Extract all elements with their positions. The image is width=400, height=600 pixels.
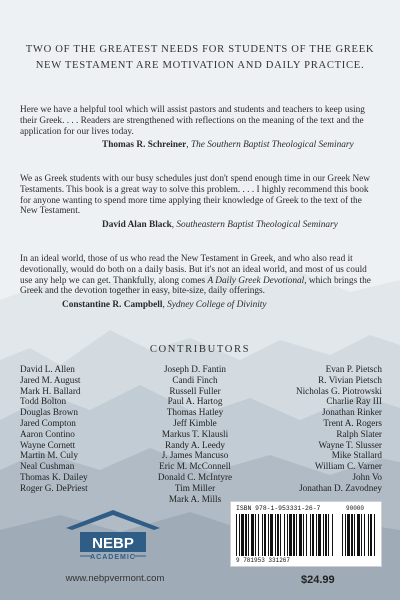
headline: TWO OF THE GREATEST NEEDS FOR STUDENTS OF THE GREEK NEW TESTAMENT ARE MOTIVATION AND DAILY PRACTICE. — [25, 44, 375, 71]
barcode-bar — [277, 514, 279, 556]
barcode-digits: 9 781953 331267 — [236, 557, 291, 564]
endorsement-attribution: Thomas R. Schreiner, The Southern Baptist Theological Seminary — [102, 140, 354, 151]
barcode — [230, 501, 382, 567]
contributor-name: Aaron Contino — [20, 428, 75, 439]
contributor-name: Eric M. McConnell — [159, 461, 231, 472]
barcode-bar — [345, 514, 346, 556]
contributor-name: Evan P. Pietsch — [325, 364, 382, 374]
contributor-name: Thomas Hatley — [166, 407, 224, 418]
contributor-name: Neal Cushman — [20, 461, 75, 472]
endorsement-campbell — [20, 254, 380, 311]
barcode-bar — [306, 514, 307, 556]
barcode-bar — [268, 514, 269, 556]
contributor-name: Ralph Slater — [336, 428, 382, 439]
contributor-name: Todd Bolton — [20, 396, 67, 407]
endorser-affiliation: The Southern Baptist Theological Seminary — [190, 140, 354, 151]
barcode-bar — [357, 514, 360, 556]
contributor-name: Martin M. Culy — [20, 450, 78, 461]
contributors-column-1 — [20, 364, 88, 494]
endorsement-text-after: , which brings the Greek and the devotion together in easy, bite-size, daily offerings. — [20, 275, 371, 297]
barcode-bar — [293, 514, 295, 556]
barcode-bar — [255, 514, 256, 556]
contributor-name: Tim Miller — [174, 482, 216, 493]
barcode-bar — [303, 514, 304, 556]
barcode-bar — [262, 514, 263, 556]
barcode-bar — [347, 514, 350, 556]
contributor-name: Nicholas G. Piotrowski — [295, 385, 382, 396]
barcode-bar — [323, 514, 324, 556]
contributor-name: Douglas Brown — [20, 407, 78, 418]
endorsement-schreiner — [20, 105, 380, 151]
barcode-bar — [264, 514, 266, 556]
barcode-bar — [368, 514, 369, 556]
endorser-name: David Alan Black — [102, 220, 172, 231]
endorsement-text: Here we have a helpful tool which will assist pastors and students and teachers to keep using their Greek. . . . Readers are strengthened with reflections on the meaning of the text and the application for our lives today. — [20, 105, 365, 137]
barcode-bar — [342, 514, 343, 556]
contributor-name: John Vo — [352, 471, 382, 482]
barcode-bar — [361, 514, 362, 556]
nebp-logo — [58, 506, 168, 568]
barcode-bar — [325, 514, 327, 556]
contributor-name: J. James Mancuso — [161, 450, 229, 461]
contributor-name: Jonathan Rinker — [322, 407, 382, 418]
contributor-name: Jared M. August — [20, 374, 81, 385]
contributor-name: Mike Stallard — [331, 450, 382, 461]
contributor-name: Wayne Cornett — [20, 439, 76, 450]
contributor-name: William C. Varner — [314, 461, 382, 472]
endorser-name: Constantine R. Campbell — [62, 300, 163, 311]
contributor-name: Mark A. Mills — [168, 493, 222, 504]
barcode-bar — [287, 514, 288, 556]
contributor-name: Charlie Ray III — [326, 396, 382, 407]
barcode-bar — [296, 514, 297, 556]
contributor-name: Donald C. McIntyre — [157, 471, 233, 482]
contributor-name: Randy A. Leedy — [165, 439, 225, 450]
barcode-bar — [284, 514, 285, 556]
contributor-name: Jared Compton — [20, 417, 76, 428]
contributor-name: Thomas K. Dailey — [20, 471, 88, 482]
barcode-bar — [370, 514, 372, 556]
barcode-bar — [299, 514, 302, 556]
contributor-name: Joseph D. Fantin — [163, 364, 226, 374]
barcode-bar — [289, 514, 292, 556]
contributor-name: Mark H. Ballard — [20, 385, 81, 396]
barcode-bar — [245, 514, 247, 556]
book-title: A Daily Greek Devotional — [207, 275, 305, 286]
barcode-bar — [248, 514, 249, 556]
contributors-column-3 — [248, 364, 382, 494]
contributor-name: Roger G. DePriest — [20, 482, 88, 493]
barcode-addon: 90000 — [346, 505, 365, 512]
barcode-bar — [351, 514, 353, 556]
barcode-bar — [275, 514, 276, 556]
barcode-bar — [364, 514, 365, 556]
barcode-bar — [239, 514, 240, 556]
barcode-bar — [236, 514, 237, 556]
contributor-name: Wayne T. Slusser — [318, 439, 382, 450]
barcode-bars — [236, 514, 376, 556]
barcode-bar — [312, 514, 314, 556]
barcode-bar — [280, 514, 281, 556]
contributor-name: Jonathan D. Zavodney — [299, 482, 382, 493]
endorsement-attribution: Constantine R. Campbell, Sydney College of Divinity — [62, 300, 267, 311]
logo-letters: NEBP — [92, 535, 134, 552]
contributor-name: Paul A. Hartog — [167, 396, 223, 407]
isbn-label: ISBN 978-1-953331-26-7 — [236, 505, 321, 512]
contributor-name: David L. Allen — [20, 364, 75, 374]
endorser-affiliation: Southeastern Baptist Theological Seminary — [176, 220, 338, 231]
barcode-bar — [354, 514, 355, 556]
endorser-affiliation: Sydney College of Divinity — [167, 300, 267, 311]
contributors-column-2 — [132, 364, 258, 504]
contributor-name: R. Vivian Pietsch — [318, 374, 382, 385]
endorsement-attribution: David Alan Black, Southeastern Baptist Theological Seminary — [102, 220, 338, 231]
barcode-bar — [310, 514, 311, 556]
endorsement-black — [20, 174, 380, 231]
endorsement-text: We as Greek students with our busy schedules just don't spend enough time in our Greek New Testaments. This book is a great way to solve this problem. . . . I highly recommend this book for anyone wanting to spend more time applying their knowledge of Greek to the text of the New Testament. — [20, 174, 371, 217]
barcode-bar — [318, 514, 321, 556]
contributor-name: Markus T. Klausli — [161, 428, 229, 439]
contributor-name: Russell Fuller — [169, 385, 221, 396]
contributor-name: Candi Finch — [172, 374, 218, 385]
barcode-bar — [328, 514, 329, 556]
barcode-bar — [332, 514, 333, 556]
barcode-bar — [270, 514, 273, 556]
contributors-heading: CONTRIBUTORS — [149, 344, 251, 355]
logo-subtitle: ACADEMIC — [90, 554, 136, 561]
barcode-bar — [316, 514, 317, 556]
endorser-name: Thomas R. Schreiner — [102, 140, 187, 151]
endorsement-text — [20, 254, 380, 297]
barcode-bar — [374, 514, 375, 556]
barcode-bar — [251, 514, 254, 556]
contributor-name: Trent A. Rogers — [323, 417, 382, 428]
barcode-bar — [258, 514, 259, 556]
barcode-bar — [241, 514, 244, 556]
publisher-website: www.nebpvermont.com — [65, 573, 165, 584]
contributor-name: Jeff Kimble — [173, 417, 217, 428]
endorsement-text-before: In an ideal world, those of us who read the New Testament in Greek, and who also read it devotionally, would do both on a daily basis. But it's not an ideal world, and most of us could use any help we can get. Thankfully, along comes — [20, 254, 367, 286]
price: $24.99 — [301, 574, 335, 586]
roof-icon — [66, 510, 160, 530]
